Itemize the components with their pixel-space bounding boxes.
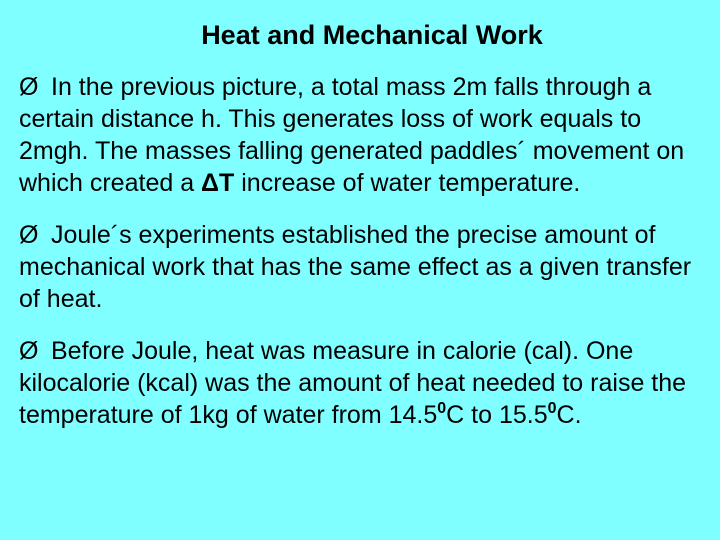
bullet-text: C. (556, 401, 582, 429)
degree-superscript: 0 (437, 400, 447, 417)
slide-title: Heat and Mechanical Work (201, 20, 543, 50)
arrow-bullet-icon: Ø (19, 337, 39, 365)
bullet-item (19, 71, 709, 199)
bullet-text: C to 15.5 (446, 401, 548, 429)
bullet-text: increase of water temperature. (234, 169, 581, 197)
arrow-bullet-icon: Ø (19, 221, 39, 249)
bullet-item (19, 335, 709, 431)
bullet-text: Before Joule, heat was measure in calorie (cal). One kilocalorie (kcal) was the amount of heat needed to raise the temperature of 1kg of water from 14.5 (19, 337, 687, 429)
arrow-bullet-icon: Ø (19, 73, 39, 101)
delta-t-symbol: ΔT (201, 169, 235, 197)
degree-superscript: 0 (547, 400, 557, 417)
bullet-item (19, 219, 709, 315)
bullet-list (19, 71, 709, 451)
bullet-text: In the previous picture, a total mass 2m falls through a certain distance h. This generates loss of work equals to 2mgh. The masses falling generated paddles´ movement on which created a (19, 73, 685, 197)
bullet-text: Joule´s experiments established the precise amount of mechanical work that has the same effect as a given transfer of heat. (19, 221, 692, 313)
